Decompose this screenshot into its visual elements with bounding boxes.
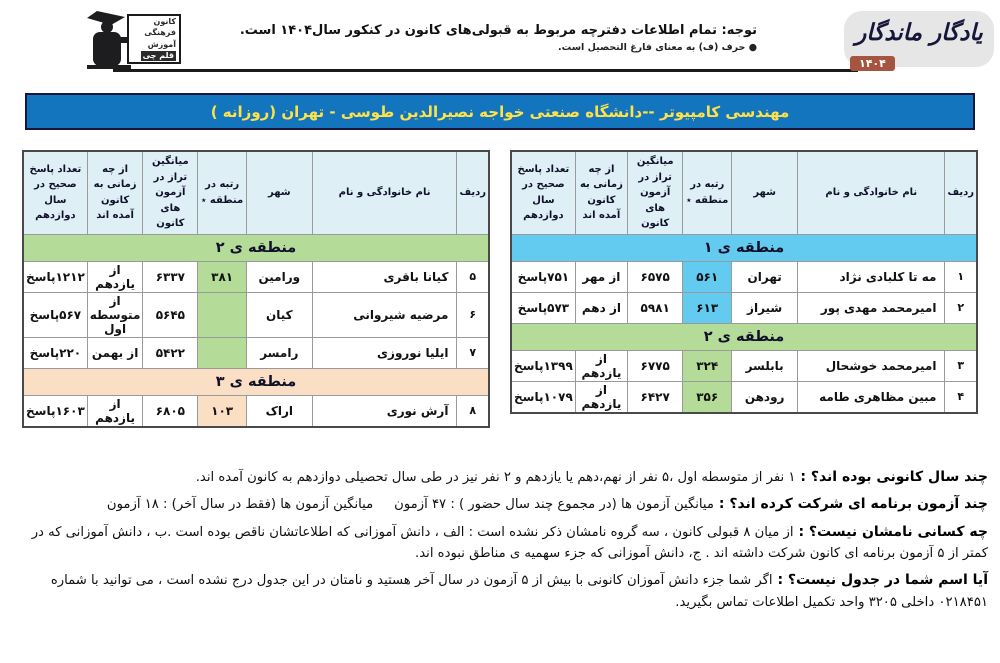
cell-since-when: از متوسطه اول <box>87 292 143 337</box>
region-band-row <box>23 234 489 261</box>
results-table-left <box>22 150 490 428</box>
logo-line: آموزش <box>147 39 176 49</box>
brand-pill <box>844 11 994 70</box>
column-header-avg: میانگین تراز در آزمون های کانون <box>628 151 683 234</box>
results-table-wrap-left <box>22 150 490 428</box>
cell-row-number: ۵ <box>457 261 489 292</box>
cell-since-when: از یازدهم <box>87 395 143 427</box>
cell-city: ورامین <box>246 261 312 292</box>
cell-region-rank: ۳۵۶ <box>683 381 732 413</box>
column-header-city: شهر <box>732 151 798 234</box>
cell-correct-answers: ۱۶۰۳پاسخ <box>23 395 87 427</box>
cell-region-rank: ۱۰۳ <box>198 395 247 427</box>
cell-row-number: ۳ <box>945 350 977 381</box>
column-header-no: ردیف <box>945 151 977 234</box>
cell-correct-answers: ۱۰۷۹پاسخ <box>511 381 575 413</box>
cell-row-number: ۴ <box>945 381 977 413</box>
cell-name: مرضیه شیروانی <box>312 292 457 337</box>
results-table-wrap-right <box>510 150 978 428</box>
logo-line: فرهنگی <box>144 28 176 38</box>
table-row <box>23 337 489 368</box>
cell-avg-score: ۶۵۷۵ <box>628 261 683 292</box>
region-band-label: منطقه ی ۳ <box>23 368 489 395</box>
table-row <box>23 261 489 292</box>
cell-city: شیراز <box>732 292 798 323</box>
footnote-lead: چند سال کانونی بوده اند؟ : <box>795 469 988 485</box>
column-header-name: نام خانوادگی و نام <box>312 151 457 234</box>
column-header-name: نام خانوادگی و نام <box>798 151 945 234</box>
table-row <box>23 292 489 337</box>
cell-name: مه تا کلبادی نژاد <box>798 261 945 292</box>
cell-row-number: ۷ <box>457 337 489 368</box>
region-band-label: منطقه ی ۲ <box>511 323 977 350</box>
cell-city: بابلسر <box>732 350 798 381</box>
cell-correct-answers: ۷۵۱پاسخ <box>511 261 575 292</box>
cell-name: امیرمحمد خوشحال <box>798 350 945 381</box>
column-header-answers: تعداد پاسخ صحیح در سال دوازدهم <box>23 151 87 234</box>
header-row <box>23 151 489 234</box>
footnote-lead: چند آزمون برنامه ای شرکت کرده اند؟ : <box>713 496 988 513</box>
region-band-label: منطقه ی ۱ <box>511 234 977 261</box>
cell-row-number: ۸ <box>457 395 489 427</box>
cell-city: کیان <box>246 292 312 337</box>
program-title: مهندسی کامپیوتر --دانشگاه صنعتی خواجه نصیرالدین طوسی - تهران (روزانه ) <box>210 102 790 121</box>
logo-signboard <box>127 14 181 64</box>
column-header-since: از چه زمانی به کانون آمده اند <box>87 151 143 234</box>
cell-correct-answers: ۱۳۹۹پاسخ <box>511 350 575 381</box>
cell-correct-answers: ۱۲۱۲پاسخ <box>23 261 87 292</box>
logo-line-highlight: قلم چی <box>142 51 174 61</box>
cell-correct-answers: ۲۲۰پاسخ <box>23 337 87 368</box>
footnote-text: میانگین آزمون ها (در مجموع چند سال حضور ) : ۴۷ آزمون میانگین آزمون ها (فقط در سال آخر) : ۱۸ آزمون <box>106 497 714 513</box>
brand-year-badge: ۱۴۰۴ <box>850 56 895 71</box>
cell-avg-score: ۶۸۰۵ <box>143 395 198 427</box>
cell-region-rank: ۳۸۱ <box>198 261 247 292</box>
cell-correct-answers: ۵۷۳پاسخ <box>511 292 575 323</box>
cell-since-when: از یازدهم <box>575 350 627 381</box>
footnote-text: از میان ۸ قبولی کانون ، سه گروه نامشان ذکر نشده است : الف ، دانش آموزانی که اطلاعاتشان ناقص بوده است .ب ، دانش آموزانی که در کمتر از ۵ آزمون برنامه ای کانون شرکت داشته اند . ج، دانش آموزانی که جزء سهمیه ی مناطق نبوده اند. <box>31 524 988 562</box>
graduate-figure-icon <box>85 5 133 71</box>
column-header-no: ردیف <box>457 151 489 234</box>
table-row <box>23 395 489 427</box>
cell-name: امیرمحمد مهدی پور <box>798 292 945 323</box>
kanoon-logo <box>85 5 185 71</box>
cell-avg-score: ۶۳۳۷ <box>143 261 198 292</box>
footnotes <box>8 466 988 618</box>
cell-correct-answers: ۵۶۷پاسخ <box>23 292 87 337</box>
header-subnote: ● حرف (ف) به معنای فارغ التحصیل است. <box>558 42 757 53</box>
cell-avg-score: ۶۷۷۵ <box>628 350 683 381</box>
region-band-label: منطقه ی ۲ <box>23 234 489 261</box>
cell-city: رامسر <box>246 337 312 368</box>
header-row <box>511 151 977 234</box>
tables-area <box>22 150 978 428</box>
footnote-text: ۱ نفر از متوسطه اول ،۵ نفر از نهم،دهم یا یازدهم و ۲ نفر نیز در طی سال تحصیلی دوازدهم به کانون آمده اند. <box>195 470 796 485</box>
header-divider <box>113 69 858 72</box>
footnote-paragraph <box>8 521 988 565</box>
cell-row-number: ۶ <box>457 292 489 337</box>
footnote-paragraph <box>8 569 988 613</box>
column-header-avg: میانگین تراز در آزمون های کانون <box>143 151 198 234</box>
footnote-lead: چه کسانی نامشان نیست؟ : <box>793 523 988 540</box>
cell-row-number: ۱ <box>945 261 977 292</box>
results-table-right <box>510 150 978 414</box>
cell-since-when: از بهمن <box>87 337 143 368</box>
table-row <box>511 381 977 413</box>
cell-region-rank <box>198 337 247 368</box>
cell-avg-score: ۵۴۲۲ <box>143 337 198 368</box>
cell-since-when: از مهر <box>575 261 627 292</box>
table-row <box>511 350 977 381</box>
cell-since-when: از یازدهم <box>575 381 627 413</box>
cell-region-rank <box>198 292 247 337</box>
footnote-paragraph <box>8 466 988 488</box>
cell-region-rank: ۵۶۱ <box>683 261 732 292</box>
cell-name: مبین مظاهری طامه <box>798 381 945 413</box>
column-header-city: شهر <box>246 151 312 234</box>
column-header-rank: رتبه در منطقه ٭ <box>198 151 247 234</box>
cell-city: رودهن <box>732 381 798 413</box>
brand-name: یادگار ماندگار <box>855 19 983 46</box>
cell-region-rank: ۳۲۴ <box>683 350 732 381</box>
cell-name: آرش نوری <box>312 395 457 427</box>
cell-avg-score: ۵۹۸۱ <box>628 292 683 323</box>
column-header-answers: تعداد پاسخ صحیح در سال دوازدهم <box>511 151 575 234</box>
table-row <box>511 292 977 323</box>
header-note-block <box>240 23 757 53</box>
region-band-row <box>23 368 489 395</box>
region-band-row <box>511 234 977 261</box>
cell-city: اراک <box>246 395 312 427</box>
program-title-bar <box>25 93 975 130</box>
cell-avg-score: ۶۴۲۷ <box>628 381 683 413</box>
cell-since-when: از دهم <box>575 292 627 323</box>
cell-name: کیانا باقری <box>312 261 457 292</box>
column-header-rank: رتبه در منطقه ٭ <box>683 151 732 234</box>
cell-avg-score: ۵۶۴۵ <box>143 292 198 337</box>
region-band-row <box>511 323 977 350</box>
header-note: توجه: تمام اطلاعات دفترچه مربوط به قبولی‌های کانون در کنکور سال۱۴۰۴ است. <box>239 23 757 38</box>
logo-line: کانون <box>153 17 176 26</box>
cell-city: تهران <box>732 261 798 292</box>
footnote-paragraph <box>8 493 988 515</box>
column-header-since: از چه زمانی به کانون آمده اند <box>575 151 627 234</box>
table-row <box>511 261 977 292</box>
cell-since-when: از یازدهم <box>87 261 143 292</box>
cell-region-rank: ۶۱۳ <box>683 292 732 323</box>
cell-row-number: ۲ <box>945 292 977 323</box>
footnote-text: اگر شما جزء دانش آموزان کانونی با بیش از ۵ آزمون در سال آخر هستید و نامتان در این جدول درج نشده است ، می توانید با شماره ۰۲۱۸۴۵۱ داخلی ۳۲۰۵ واحد تکمیل اطلاعات تماس بگیرید. <box>50 573 988 610</box>
footnote-lead: آیا اسم شما در جدول نیست؟ : <box>772 572 988 589</box>
cell-name: ایلیا نوروزی <box>312 337 457 368</box>
